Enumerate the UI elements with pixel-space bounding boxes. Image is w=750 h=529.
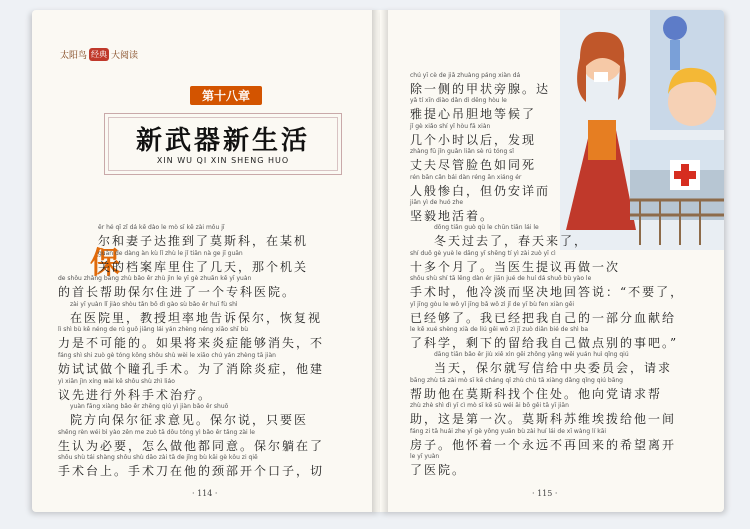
text-line: 妨试试做个瞳孔手术。为了消除炎症，他建 <box>58 362 325 376</box>
pinyin-line: shēng rèn wéi bì yào zěn me zuò tā dōu tóng yì bǎo ěr tǎng zài le <box>58 428 255 436</box>
pinyin-line: fáng zi tā huái zhe yī gè yǒng yuǎn bù zài huí lái de xī wàng lí kāi <box>410 427 607 435</box>
text-line: 帮助他在莫斯科找个住处。他向党请求帮 <box>410 386 663 401</box>
pinyin-line: fáng shì shi zuò gè tóng kǒng shǒu shù wèi le xiāo chú yán zhèng tā jiàn <box>58 352 276 359</box>
pinyin-line: dōng tiān guò qù le chūn tiān lái le <box>434 224 539 232</box>
text-line: 了科学，剩下的留给我自己做点别的事吧。” <box>410 336 679 350</box>
pinyin-line: zhàng fū jǐn guǎn liǎn sè rú tóng sǐ <box>410 148 514 156</box>
text-line: 在医院里，教授坦率地告诉保尔，恢复视 <box>70 310 323 325</box>
pinyin-line: le yī yuàn <box>410 453 440 460</box>
text-line: 助，这是第一次。莫斯科苏维埃拨给他一间 <box>410 412 677 427</box>
text-line: 十多个月了。当医生提议再做一次 <box>410 259 621 274</box>
text-line: 人般惨白，但仍安详而 <box>410 183 551 198</box>
text-line: 尔和妻子达推到了莫斯科，在某机 <box>98 234 309 248</box>
pinyin-line: yì xiān jìn xíng wài kē shǒu shù zhì liáo <box>58 377 175 385</box>
series-name: 太阳鸟 <box>60 51 88 61</box>
text-line: 除一侧的甲状旁腺。达 <box>410 82 551 96</box>
text-line: 丈夫尽管脸色如同死 <box>410 158 537 173</box>
pinyin-line: yuàn fāng xiàng bǎo ěr zhēng qiú yì jiàn bǎo ěr shuō <box>70 403 229 411</box>
text-line: 关的档案库里住了几天，那个机关 <box>98 259 309 274</box>
hospital-illustration <box>560 10 724 250</box>
text-line: 手术台上。手术刀在他的颈部开个口子，切 <box>58 464 325 479</box>
text-line: 议先进行外科手术治疗。 <box>58 387 213 402</box>
series-logo <box>60 48 138 61</box>
text-line: 房子。他怀着一个永远不再回来的希望离开 <box>410 437 677 452</box>
pinyin-line: zhù zhè shì dì yī cì mò sī kē sū wéi āi bō gěi tā yī jiān <box>410 402 569 410</box>
title-frame <box>104 113 342 175</box>
text-line: 冬天过去了，春天来了， <box>434 234 589 249</box>
chapter-label: 第十八章 <box>190 86 262 105</box>
page-number-left: · 114 · <box>192 489 218 498</box>
text-line: 院方向保尔征求意见。保尔说，只要医 <box>70 413 309 428</box>
page-number-right: · 115 · <box>532 489 558 498</box>
text-line: 几个小时以后，发现 <box>410 132 537 147</box>
drop-cap: 保 <box>90 246 120 281</box>
text-line: 的首长帮助保尔住进了一个专科医院。 <box>58 285 297 300</box>
pinyin-line: yǐ jīng gòu le wǒ yǐ jīng bǎ wǒ zì jǐ de yī bù fen xiàn gěi <box>410 300 575 308</box>
text-line: 生认为必要，怎么做他都同意。保尔躺在了 <box>58 438 325 453</box>
text-line: 已经够了。我已经把我自己的一部分血献给 <box>410 310 677 325</box>
right-page <box>380 10 724 512</box>
pinyin-line: chú yī cè de jiǎ zhuàng páng xiàn dá <box>410 72 521 79</box>
pinyin-line: ěr hé qī zǐ dá kē dào le mò sī kē zài mǒu jī <box>98 224 225 231</box>
book-gutter <box>372 10 388 512</box>
pinyin-line: shǒu shù shí tā lěng dàn ér jiān jué de huí dá shuō bù yào le <box>410 275 592 283</box>
pinyin-line: jǐ gè xiǎo shí yǐ hòu fā xiàn <box>410 122 491 130</box>
chapter-title: 新武器新生活 <box>135 126 310 156</box>
pinyin-line: yǎ tí xīn diào dǎn dì děng hòu le <box>410 97 507 105</box>
pinyin-line: bāng zhù tā zài mò sī kē cháng qī zhù chù tā xiàng dǎng qǐng qiú bāng <box>410 376 623 384</box>
pinyin-line: jiān yì de huó zhe <box>410 199 464 206</box>
pinyin-line: dāng tiān bǎo ěr jiù xiě xìn gěi zhōng yāng wěi yuán huì qǐng qiú <box>434 351 629 359</box>
text-line: 雅提心吊胆地等候了 <box>410 107 537 122</box>
text-line: 力是不可能的。如果将来炎症能够消失，不 <box>58 336 325 351</box>
pinyin-line: le kē xué shèng xià de liú gěi wǒ zì jǐ zuò diǎn bié de shì ba <box>410 326 589 333</box>
chapter-title-pinyin: XIN WU QI XIN SHENG HUO <box>156 156 290 165</box>
text-line: 当天，保尔就写信给中央委员会，请求 <box>434 361 673 376</box>
pinyin-line: shǒu shù tái shàng shǒu shù dāo zài tā de jǐng bù kāi gè kǒu zi qiē <box>58 454 258 462</box>
pinyin-line: lì shì bù kě néng de rú guǒ jiāng lái yán zhèng néng xiāo shī bù <box>58 326 249 334</box>
left-page <box>32 10 380 512</box>
pinyin-line: shí duō gè yuè le dāng yī shēng tí yì zài zuò yī cì <box>410 249 556 257</box>
pinyin-line: rén bān cǎn bái dàn réng ān xiáng ér <box>410 173 522 181</box>
series-tagline: 大阅读 <box>111 51 139 61</box>
text-line: 手术时，他冷淡而坚决地回答说：“不要了， <box>410 285 685 300</box>
series-badge: 经典 <box>91 50 108 59</box>
text-line: 坚毅地活着。 <box>410 209 495 223</box>
pinyin-line: zài yī yuàn lǐ jiào shòu tǎn bō dì gào sù bǎo ěr huī fù shì <box>70 300 238 308</box>
text-line: 了医院。 <box>410 463 467 477</box>
pinyin-line: de shǒu zhǎng bāng zhù bǎo ěr zhù jìn le yī gè zhuān kē yī yuàn <box>58 275 252 283</box>
pinyin-line: guān de dàng àn kù lǐ zhù le jǐ tiān nà ge jī guān <box>98 249 243 257</box>
